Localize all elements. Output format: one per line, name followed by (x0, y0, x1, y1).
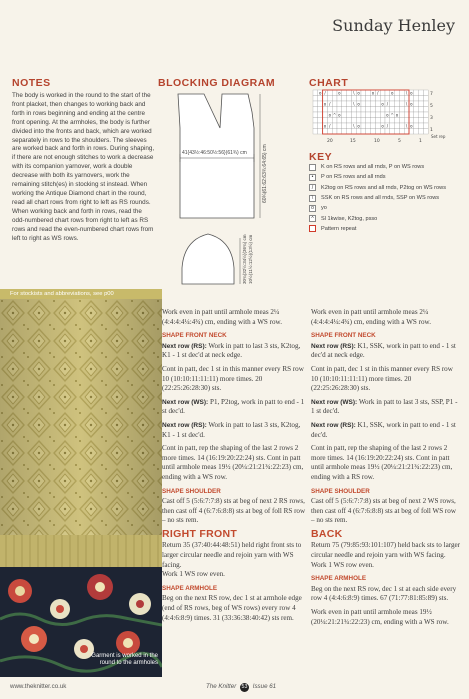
chart-cell (371, 129, 376, 135)
chart-symbol: / (324, 90, 326, 96)
chart-cell (414, 112, 419, 118)
col1-intro: Work even in patt until armhole meas 2¼ (4:4:4:4¼:4¾) cm, ending with a WS row. (162, 308, 282, 326)
chart-cell (347, 123, 352, 129)
chart-cell (414, 90, 419, 96)
chart-cell (423, 123, 428, 129)
chart-cell (395, 101, 400, 107)
key-item (309, 172, 461, 182)
chart-symbol: / (386, 123, 389, 129)
chart-cell (337, 96, 342, 102)
chart-cell (375, 129, 380, 135)
chart-cell (347, 107, 352, 113)
chart-cell (375, 112, 380, 118)
chart-cell (419, 123, 424, 129)
chart-symbol: / (329, 123, 331, 129)
chart-cell (371, 112, 376, 118)
blocking-diagram (158, 88, 298, 288)
chart-symbol: o (338, 112, 341, 118)
chart-cell (327, 118, 332, 124)
chart-cell (423, 96, 428, 102)
chart-cell (342, 118, 347, 124)
pattern-column-2 (311, 308, 461, 631)
sleeve-length-label: 10½(11½:12½)(13½) cm (248, 234, 253, 284)
col2-step1 (311, 342, 461, 361)
chart-symbol: o (323, 123, 327, 129)
notes-heading: NOTES (12, 77, 51, 89)
chart-cell (423, 129, 428, 135)
page-title: Sunday Henley (332, 16, 455, 35)
chart-cell (409, 107, 414, 113)
chart-cell (318, 112, 323, 118)
row-label: Next row (RS): (311, 342, 356, 350)
chart-cell (356, 118, 361, 124)
chart-cell (366, 96, 371, 102)
key-text: yo (321, 205, 327, 212)
chart-col-15: 15 (350, 139, 356, 144)
row-text: K1, SSK, work in patt to end - 1 st dec'd at neck edge. (311, 341, 456, 360)
length-label: 60¼(61:62:63¾:64:65) cm (262, 144, 268, 203)
chart-cell (332, 101, 337, 107)
chart-cell (399, 118, 404, 124)
key-text: SSK on RS rows and all rnds, SSP on WS rows (321, 195, 440, 202)
chart-symbol: o (390, 90, 394, 96)
row-label: Next row (RS): (162, 342, 207, 350)
chart-cell (313, 112, 318, 118)
chart-cell (313, 90, 318, 96)
chart-cell (337, 129, 342, 135)
col1-step7: Return 35 (37:40:44:48:51) held right front sts to larger circular needle and rejoin yarn with WS facing. (162, 541, 302, 569)
chart-cell (342, 101, 347, 107)
chart-cell (313, 118, 318, 124)
knitting-chart (309, 88, 459, 146)
chart-cell (323, 118, 328, 124)
chart-cell (414, 129, 419, 135)
chart-cell (342, 107, 347, 113)
chart-cell (419, 112, 424, 118)
chart-cell (404, 112, 409, 118)
chart-symbol: o (323, 101, 327, 107)
page-footer (0, 679, 469, 699)
chart-cell (318, 118, 323, 124)
chart-cell (356, 129, 361, 135)
chart-cell (342, 129, 347, 135)
chart-cell (327, 90, 332, 96)
chart-cell (385, 90, 390, 96)
chart-cell (423, 90, 428, 96)
chart-cell (371, 96, 376, 102)
chart-cell (375, 107, 380, 113)
col1-step4 (162, 421, 308, 440)
lace-knit-photo (0, 299, 162, 677)
chart-cell (313, 101, 318, 107)
chart-cell (423, 112, 428, 118)
chart-cell (342, 90, 347, 96)
chart-row-3: 3 (430, 116, 433, 121)
chart-cell (361, 107, 366, 113)
chart-cell (395, 129, 400, 135)
chart-row-1: 1 (430, 128, 433, 133)
chart-cell (337, 123, 342, 129)
chart-cell (351, 129, 356, 135)
chart-cell (323, 129, 328, 135)
chart-cell (414, 101, 419, 107)
key-text: Pattern repeat (321, 225, 357, 232)
chart-symbol: ^ (332, 112, 337, 118)
chart-cell (313, 123, 318, 129)
chart-symbol: o (386, 112, 389, 118)
chart-cell (332, 129, 337, 135)
k2tog-symbol-icon: / (309, 184, 316, 191)
chart-cell (390, 118, 395, 124)
sleeve-width-label: 30¾(32½:34½)(36¾) cm (242, 234, 247, 284)
chart-cell (390, 123, 395, 129)
chart-cell (390, 101, 395, 107)
chart-cell (404, 118, 409, 124)
chart-cell (347, 129, 352, 135)
chart-symbol: o (357, 123, 360, 129)
chart-cell (318, 129, 323, 135)
key-list (309, 162, 461, 234)
chart-cell (390, 107, 395, 113)
pattern-repeat-icon (309, 225, 316, 232)
chart-cell (366, 123, 371, 129)
chart-cell (385, 107, 390, 113)
chart-cell (404, 107, 409, 113)
chart-symbol: o (410, 90, 413, 96)
chart-cell (366, 101, 371, 107)
chart-cell (323, 96, 328, 102)
chart-cell (318, 101, 323, 107)
chart-cell (361, 96, 366, 102)
yarnover-symbol-icon: o (309, 205, 316, 212)
chart-col-1: 1 (419, 139, 422, 144)
chart-cell (395, 107, 400, 113)
chart-cell (318, 96, 323, 102)
chart-cell (419, 129, 424, 135)
col1-step3 (162, 398, 308, 417)
site-url[interactable]: www.theknitter.co.uk (10, 683, 67, 690)
chart-cell (380, 118, 385, 124)
chart-cell (371, 118, 376, 124)
chart-symbol: \ (353, 101, 355, 107)
chart-cell (313, 107, 318, 113)
chart-cell (414, 123, 419, 129)
stockists-bar: For stockists and abbreviations, see p00 (0, 289, 162, 299)
col2-step7: Return 75 (79:85:93:101:107) held back sts to larger circular needle and rejoin yarn with WS facing. (311, 541, 461, 560)
chart-col-5: 5 (398, 139, 401, 144)
issue-number: Issue 61 (252, 683, 277, 690)
chart-cell (375, 101, 380, 107)
col1-step5: Cont in patt, rep the shaping of the last 2 rows 2 more times. 14 (16:19:20:22:24) sts. Cont in patt until armhole meas 19½ (20¼:21:21¾:22:23) cm, ending with a WS row. (162, 444, 304, 481)
chart-cell (366, 107, 371, 113)
row-text: Work in patt to last 3 sts, SSP, P1 - 1 st dec'd. (311, 397, 458, 416)
chart-col-20: 20 (327, 139, 333, 144)
chart-cell (318, 107, 323, 113)
pattern-column-1 (162, 308, 308, 627)
chart-cell (390, 129, 395, 135)
page-number: 53 (241, 684, 248, 690)
chart-symbol: / (329, 101, 331, 107)
key-text: Sl 1kwise, K2tog, psso (321, 215, 378, 222)
chart-cell (380, 96, 385, 102)
key-item (309, 183, 461, 193)
chart-cell (371, 123, 376, 129)
chart-cell (419, 90, 424, 96)
col2-step10: Work even in patt until armhole meas 19½ (20¼:21:21¾:22:23) cm, ending with a WS row. (311, 608, 449, 626)
chart-cell (404, 129, 409, 135)
chart-cell (361, 123, 366, 129)
chart-cell (371, 107, 376, 113)
chart-cell (399, 101, 404, 107)
key-heading: KEY (309, 151, 333, 163)
ssk-symbol-icon: \ (309, 195, 316, 202)
chart-cell (337, 101, 342, 107)
chart-cell (385, 118, 390, 124)
col2-shape-shoulder-heading: SHAPE SHOULDER (311, 487, 370, 495)
publication-line (206, 683, 276, 692)
chart-symbol: o (410, 101, 413, 107)
chart-symbol: o (328, 112, 332, 118)
photo-caption: Garment is worked in the round to the armholes (91, 653, 158, 666)
garment-photo (0, 299, 162, 677)
chart-cell (395, 118, 400, 124)
chart-cell (395, 90, 400, 96)
col1-step8: Work 1 WS row even. (162, 570, 225, 579)
chart-cell (409, 112, 414, 118)
chart-cell (399, 90, 404, 96)
row-label: Next row (WS): (311, 398, 358, 406)
chart-cell (351, 96, 356, 102)
chart-cell (409, 129, 414, 135)
col1-step1 (162, 342, 308, 361)
chart-cell (332, 90, 337, 96)
col2-step9: Beg on the next RS row, dec 1 st at each side every row 4 (4:4:6:8:9) times. 67 (71:77:81:85:89) sts. (311, 584, 457, 603)
chart-cell (313, 129, 318, 135)
chart-cell (347, 118, 352, 124)
chart-cell (342, 96, 347, 102)
chart-cell (380, 129, 385, 135)
chart-cell (347, 96, 352, 102)
chart-cell (414, 107, 419, 113)
right-front-heading: RIGHT FRONT (162, 527, 238, 540)
chart-cell (323, 112, 328, 118)
chart-cell (366, 112, 371, 118)
chart-cell (356, 112, 361, 118)
chart-cell (380, 112, 385, 118)
col2-shape-armhole-heading: SHAPE ARMHOLE (311, 575, 367, 583)
chart-cell (404, 96, 409, 102)
chart-cell (318, 123, 323, 129)
key-item (309, 203, 461, 213)
key-item (309, 224, 461, 234)
col1-shape-shoulder-heading: SHAPE SHOULDER (162, 487, 221, 495)
chart-col-10: 10 (374, 139, 380, 144)
publication-name: The Knitter (206, 683, 237, 690)
key-text: P on RS rows and all rnds (321, 174, 386, 181)
col2-shape-front-neck-heading: SHAPE FRONT NECK (311, 332, 376, 340)
chart-cell (351, 112, 356, 118)
col2-step6: Cast off 5 (5:6:7:7:8) sts at beg of next 2 WS rows, then cast off 4 (6:7:6:8:8) sts at beg of foll WS row – no sts rem. (311, 497, 456, 525)
chart-cell (361, 129, 366, 135)
row-label: Next row (RS): (311, 421, 356, 429)
chart-cell (375, 123, 380, 129)
chart-cell (419, 107, 424, 113)
chart-symbol: \ (405, 123, 408, 129)
col1-shape-front-neck-heading: SHAPE FRONT NECK (162, 332, 227, 340)
chart-cell (347, 112, 352, 118)
chart-cell (337, 107, 342, 113)
knit-symbol-icon (309, 164, 316, 171)
chart-cell (375, 118, 380, 124)
chart-symbol: o (338, 90, 341, 96)
chart-repeat-label: Set rep (431, 134, 446, 139)
chart-cell (399, 107, 404, 113)
col1-step2: Cont in patt, dec 1 st in this manner every RS row 10 (10:10:11:11:11) more times. 20 (22:25:26:28:30) sts. (162, 364, 304, 393)
col2-step8: Work 1 WS row even. (311, 560, 374, 569)
chart-cell (395, 123, 400, 129)
col2-step3 (311, 398, 461, 417)
chart-cell (399, 112, 404, 118)
chart-cell (347, 90, 352, 96)
col1-step6: Cast off 5 (5:6:7:7:8) sts at beg of next 2 RS rows, then cast off 4 (6:7:6:8:8) sts at beg of foll RS row – no sts rem. (162, 497, 306, 525)
chart-cell (361, 118, 366, 124)
row-label: Next row (RS): (162, 421, 207, 429)
chart-symbol: o (410, 123, 413, 129)
chart-cell (361, 101, 366, 107)
chart-cell (342, 112, 347, 118)
chart-cell (313, 96, 318, 102)
chart-cell (385, 129, 390, 135)
chart-cell (399, 96, 404, 102)
chart-cell (419, 101, 424, 107)
chart-cell (409, 96, 414, 102)
col1-shape-armhole-heading: SHAPE ARMHOLE (162, 584, 218, 592)
col1-step9: Beg on the next RS row, dec 1 st at armhole edge (end of RS rows, beg of WS rows) every row 4 (4:4:6:8:9) times. 31 (33:36:38:40:42) sts rem. (162, 594, 302, 622)
chart-symbol: o (381, 101, 384, 107)
chart-cell (395, 96, 400, 102)
chart-cell (351, 118, 356, 124)
chart-cell (390, 96, 395, 102)
key-item (309, 193, 461, 203)
chart-cell (356, 96, 361, 102)
chart-cell (399, 123, 404, 129)
blocking-heading: BLOCKING DIAGRAM (158, 77, 276, 89)
chart-symbol: \ (405, 90, 408, 96)
chart-cell (380, 107, 385, 113)
col2-step4 (311, 421, 461, 440)
key-item (309, 162, 461, 172)
chart-cell (332, 96, 337, 102)
chart-cell (414, 118, 419, 124)
chart-cell (423, 118, 428, 124)
chart-cell (419, 96, 424, 102)
back-heading: BACK (311, 527, 343, 540)
col2-step2: Cont in patt, dec 1 st in this manner every RS row 10 (10:10:11:11:11) more times. 20 (22:25:26:28:30) sts. (311, 364, 453, 393)
chart-cell (347, 101, 352, 107)
chart-cell (332, 118, 337, 124)
col2-intro: Work even in patt until armhole meas 2¼ (4:4:4:4¼:4¾) cm, ending with a WS row. (311, 308, 431, 326)
chart-row-5: 5 (430, 104, 433, 109)
chart-cell (327, 129, 332, 135)
purl-symbol-icon: • (309, 174, 316, 181)
chart-cell (366, 90, 371, 96)
chart-cell (332, 123, 337, 129)
chart-symbol: / (377, 90, 379, 96)
chart-cell (380, 90, 385, 96)
row-text: P1, P2tog, work in patt to end - 1 st dec'd. (162, 397, 305, 416)
chart-cell (399, 129, 404, 135)
chart-cell (323, 107, 328, 113)
chart-cell (385, 96, 390, 102)
chart-symbol: o (395, 112, 399, 118)
chart-symbol: / (386, 101, 389, 107)
chart-symbol: o (318, 90, 322, 96)
chart-cell (409, 118, 414, 124)
chart-cell (332, 107, 337, 113)
chart-cell (337, 118, 342, 124)
col2-step5: Cont in patt, rep the shaping of the last 2 rows 2 more times. 14 (16:19:20:22:24) sts. Cont in patt until armhole meas 19½ (20¼:21:21¾:22:23) cm, ending with a RS row. (311, 444, 453, 481)
chart-cell (342, 123, 347, 129)
chart-symbol: \ (405, 101, 408, 107)
chart-cell (356, 107, 361, 113)
chart-cell (423, 107, 428, 113)
chart-symbol: o (357, 101, 360, 107)
chart-cell (414, 96, 419, 102)
chart-cell (371, 101, 376, 107)
chart-cell (361, 90, 366, 96)
chart-symbol: o (357, 90, 360, 96)
row-label: Next row (WS): (162, 398, 209, 406)
chart-heading: CHART (309, 77, 349, 89)
chart-cell (419, 118, 424, 124)
chart-symbol: \ (353, 90, 355, 96)
key-text: K2tog on RS rows and all rnds, P2tog on WS rows (321, 184, 446, 191)
chart-cell (327, 96, 332, 102)
chart-symbol: o (381, 123, 384, 129)
chart-cell (327, 107, 332, 113)
chart-cell (423, 101, 428, 107)
chart-symbol: \ (353, 123, 355, 129)
chart-row-7: 7 (430, 92, 433, 97)
chart-cell (361, 112, 366, 118)
chart-cell (366, 129, 371, 135)
key-item (309, 213, 461, 223)
row-text: K1, SSK, work in patt to end - 1 st dec'd. (311, 420, 456, 439)
chart-symbol: o (371, 90, 375, 96)
row-text: Work in patt to last 3 sts, K2tog, K1 - 1 st dec'd at neck edge. (162, 341, 301, 360)
chart-symbol: ^ (390, 112, 394, 118)
row-text: Work in patt to last 3 sts, K2tog, K1 - 1 st dec'd. (162, 420, 301, 439)
chart-cell (375, 96, 380, 102)
key-text: K on RS rows and all rnds, P on WS rows (321, 164, 425, 171)
width-label: 41{43½:46:50½:56}(61¾) cm (182, 150, 247, 156)
chart-cell (351, 107, 356, 113)
double-decrease-symbol-icon: ^ (309, 215, 316, 222)
notes-body: The body is worked in the round to the start of the front placket, then changes to working back and forth in rows beginning and ending at the centre front opening. At the armholes, the body is further divided into the fronts and back, which are worked separately in rows to the shoulders. The sleeves are worked back and forth in rows. During shaping, if there are not enough stitches to work a decrease with its companion yarnover, work a double decrease with both its yarnovers, work the remaining stitch(es) in stocking st instead. When working the Antique Diamond chart in the round, read all chart rows from right to left as RS rounds. When working back and forth in rows, read the odd-numbered chart rows from right to left as RS rows and read the even-numbered chart rows from left to right as WS rows. (12, 92, 155, 242)
chart-cell (366, 118, 371, 124)
